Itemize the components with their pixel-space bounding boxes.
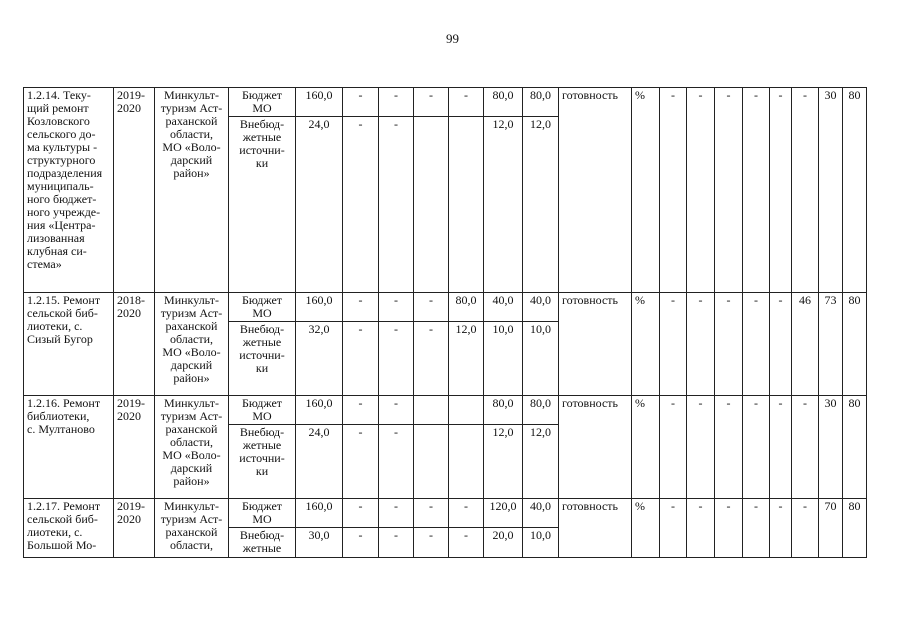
funding-value-cell: - [449,528,484,558]
indicator-value-cell: - [687,293,715,396]
executor-cell: Минкульт- туризм Аст- раханской области, МО «Воло- дарский район» [155,396,229,499]
funding-value-cell: - [343,322,379,396]
funding-value-cell: 160,0 [296,88,343,117]
table-row [24,499,867,528]
indicator-value-cell: - [770,396,792,499]
indicator-value-cell: - [715,396,743,499]
funding-value-cell: 12,0 [523,117,559,293]
indicator-value-cell: - [743,396,770,499]
measure-name-cell: 1.2.17. Ремонт сельской биб- лиотеки, с. Большой Мо- [24,499,114,558]
funding-source-cell: Бюджет МО [229,396,296,425]
indicator-cell: готовность [559,88,632,293]
indicator-cell: готовность [559,499,632,558]
funding-value-cell: - [414,528,449,558]
funding-value-cell: - [379,425,414,499]
funding-value-cell: 80,0 [523,88,559,117]
funding-value-cell [414,425,449,499]
funding-value-cell: 12,0 [484,117,523,293]
funding-value-cell [414,396,449,425]
indicator-cell: готовность [559,293,632,396]
funding-value-cell: 40,0 [484,293,523,322]
indicator-cell: готовность [559,396,632,499]
funding-value-cell: - [343,425,379,499]
indicator-value-cell: 80 [843,88,867,293]
indicator-value-cell: - [715,88,743,293]
funding-value-cell: - [343,88,379,117]
years-cell: 2019- 2020 [114,396,155,499]
measure-name-cell: 1.2.14. Теку- щий ремонт Козловского сельского до- ма культуры - структурного подразделения муниципаль- ного бюджет- ного учрежде- ния «Центра- лизованная клубная си- стема» [24,88,114,293]
funding-value-cell: - [379,322,414,396]
funding-value-cell: - [343,293,379,322]
funding-value-cell: - [379,88,414,117]
unit-cell: % [632,88,660,293]
funding-source-cell: Внебюд- жетные источни- ки [229,322,296,396]
measure-name-cell: 1.2.16. Ремонт библиотеки, с. Мултаново [24,396,114,499]
funding-value-cell: 12,0 [523,425,559,499]
funding-value-cell: - [343,117,379,293]
unit-cell: % [632,499,660,558]
table-body [24,88,867,558]
funding-value-cell: - [414,499,449,528]
funding-value-cell: 30,0 [296,528,343,558]
indicator-value-cell: - [792,396,819,499]
funding-value-cell: - [449,499,484,528]
funding-value-cell: 80,0 [484,88,523,117]
funding-value-cell: 160,0 [296,293,343,322]
funding-value-cell: 10,0 [523,528,559,558]
indicator-value-cell: - [687,396,715,499]
indicator-value-cell: - [715,499,743,558]
years-cell: 2019- 2020 [114,499,155,558]
funding-value-cell: - [343,396,379,425]
indicator-value-cell: - [792,88,819,293]
indicator-value-cell: 46 [792,293,819,396]
funding-value-cell: 40,0 [523,499,559,528]
funding-value-cell: 10,0 [523,322,559,396]
funding-value-cell: 32,0 [296,322,343,396]
executor-cell: Минкульт- туризм Аст- раханской области, [155,499,229,558]
years-cell: 2019- 2020 [114,88,155,293]
indicator-value-cell: 80 [843,293,867,396]
indicator-value-cell: 80 [843,499,867,558]
measure-name-cell: 1.2.15. Ремонт сельской биб- лиотеки, с. Сизый Бугор [24,293,114,396]
funding-value-cell: 80,0 [449,293,484,322]
indicator-value-cell: - [687,88,715,293]
unit-cell: % [632,293,660,396]
unit-cell: % [632,396,660,499]
funding-source-cell: Внебюд- жетные источни- ки [229,425,296,499]
funding-source-cell: Бюджет МО [229,88,296,117]
funding-source-cell: Внебюд- жетные источни- ки [229,117,296,293]
measures-table [23,87,867,558]
funding-value-cell [449,425,484,499]
indicator-value-cell: 80 [843,396,867,499]
funding-value-cell: 20,0 [484,528,523,558]
funding-value-cell: - [379,499,414,528]
funding-value-cell [449,117,484,293]
table-row [24,88,867,117]
funding-value-cell: 40,0 [523,293,559,322]
indicator-value-cell: - [715,293,743,396]
funding-value-cell: - [379,117,414,293]
indicator-value-cell: 73 [819,293,843,396]
funding-value-cell: - [343,499,379,528]
indicator-value-cell: - [743,293,770,396]
years-cell: 2018- 2020 [114,293,155,396]
table-row [24,396,867,425]
indicator-value-cell: - [687,499,715,558]
funding-value-cell: 12,0 [484,425,523,499]
executor-cell: Минкульт- туризм Аст- раханской области, МО «Воло- дарский район» [155,293,229,396]
funding-value-cell: 12,0 [449,322,484,396]
funding-source-cell: Бюджет МО [229,293,296,322]
indicator-value-cell: - [743,499,770,558]
indicator-value-cell: - [770,88,792,293]
funding-value-cell: - [414,88,449,117]
funding-value-cell: - [449,88,484,117]
indicator-value-cell: - [770,499,792,558]
funding-value-cell: - [414,293,449,322]
funding-value-cell: - [379,396,414,425]
page-number: 99 [446,31,459,46]
funding-value-cell: 10,0 [484,322,523,396]
funding-value-cell: 160,0 [296,396,343,425]
funding-source-cell: Бюджет МО [229,499,296,528]
funding-source-cell: Внебюд- жетные [229,528,296,558]
indicator-value-cell: - [660,499,687,558]
funding-value-cell: 120,0 [484,499,523,528]
table-row [24,293,867,322]
funding-value-cell: 80,0 [484,396,523,425]
indicator-value-cell: 30 [819,88,843,293]
indicator-value-cell: - [743,88,770,293]
funding-value-cell [414,117,449,293]
indicator-value-cell: - [770,293,792,396]
funding-value-cell: - [379,528,414,558]
executor-cell: Минкульт- туризм Аст- раханской области, МО «Воло- дарский район» [155,88,229,293]
funding-value-cell: 160,0 [296,499,343,528]
funding-value-cell: - [343,528,379,558]
funding-value-cell [449,396,484,425]
funding-value-cell: 24,0 [296,117,343,293]
funding-value-cell: - [379,293,414,322]
indicator-value-cell: - [660,88,687,293]
indicator-value-cell: - [660,293,687,396]
indicator-value-cell: 30 [819,396,843,499]
funding-value-cell: 24,0 [296,425,343,499]
funding-value-cell: - [414,322,449,396]
indicator-value-cell: 70 [819,499,843,558]
indicator-value-cell: - [660,396,687,499]
funding-value-cell: 80,0 [523,396,559,425]
indicator-value-cell: - [792,499,819,558]
